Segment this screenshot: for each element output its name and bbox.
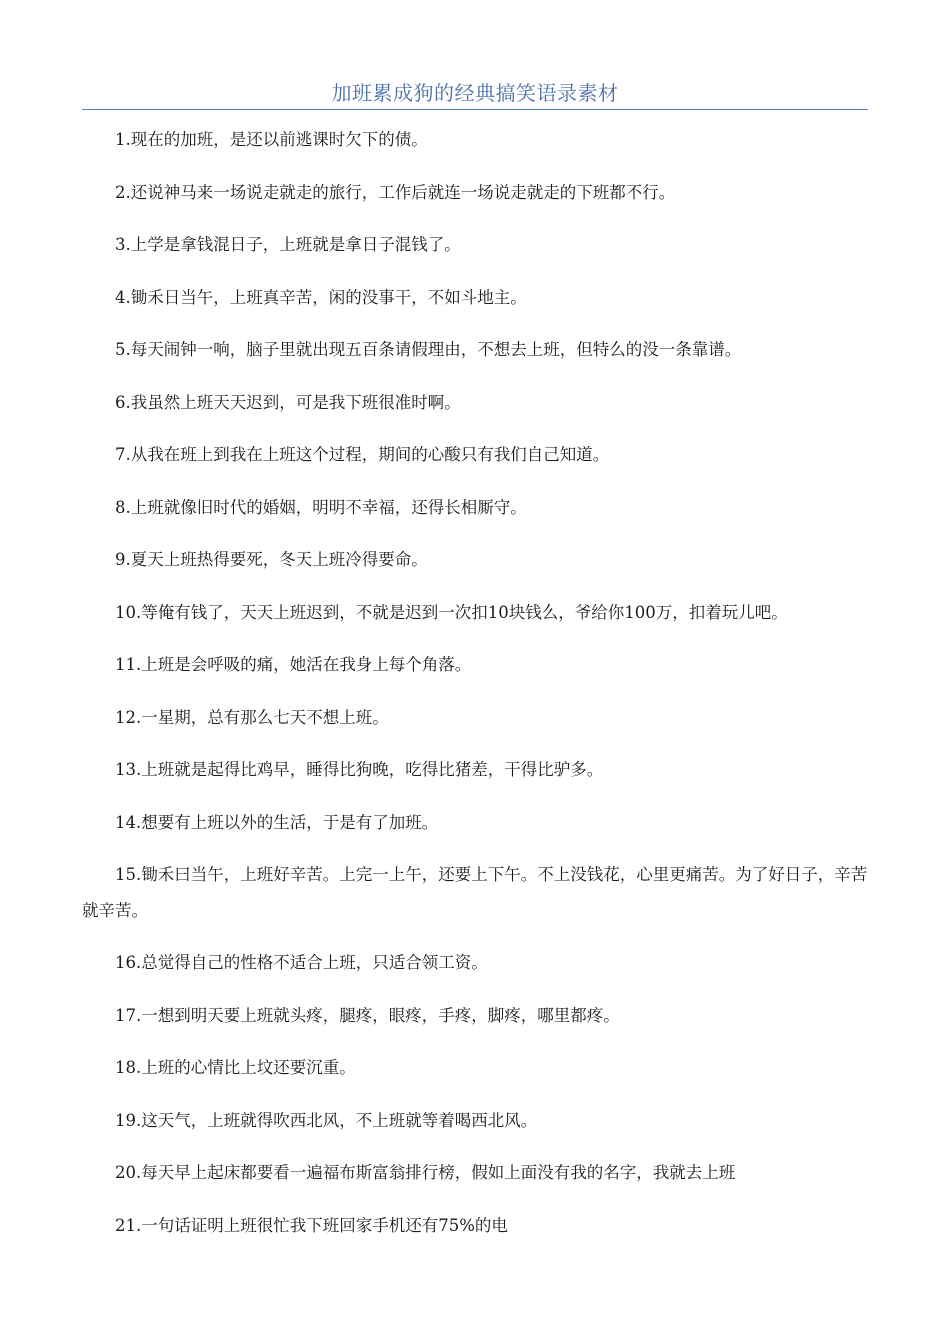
quote-paragraph-2: 2.还说神马来一场说走就走的旅行，工作后就连一场说走就走的下班都不行。 (115, 182, 676, 202)
quote-paragraph-17: 17.一想到明天要上班就头疼，腿疼，眼疼，手疼，脚疼，哪里都疼。 (115, 1005, 620, 1025)
quote-paragraph-8: 8.上班就像旧时代的婚姻，明明不幸福，还得长相厮守。 (115, 497, 527, 517)
quote-paragraph-9: 9.夏天上班热得要死，冬天上班冷得要命。 (115, 550, 428, 569)
quote-paragraph-21: 21.一句话证明上班很忙我下班回家手机还有75%的电 (115, 1215, 508, 1235)
quote-paragraph-3: 3.上学是拿钱混日子，上班就是拿日子混钱了。 (115, 235, 461, 254)
quote-paragraph-5: 5.每天闹钟一响，脑子里就出现五百条请假理由，不想去上班，但特么的没一条靠谱。 (115, 340, 742, 359)
quote-paragraph-18: 18.上班的心情比上坟还要沉重。 (115, 1058, 356, 1077)
document-body (82, 122, 868, 1260)
quote-paragraph-11: 11.上班是会呼吸的痛，她活在我身上每个角落。 (115, 655, 472, 674)
quote-paragraph-16: 16.总觉得自己的性格不适合上班，只适合领工资。 (115, 953, 488, 972)
quote-paragraph-10: 10.等俺有钱了，天天上班迟到，不就是迟到一次扣10块钱么，爷给你100万，扣着玩儿吧。 (115, 602, 788, 622)
quote-paragraph-14: 14.想要有上班以外的生活，于是有了加班。 (115, 812, 439, 832)
document-title: 加班累成狗的经典搞笑语录素材 (331, 81, 619, 105)
quote-paragraph-7: 7.从我在班上到我在上班这个过程，期间的心酸只有我们自己知道。 (115, 445, 610, 464)
quote-paragraph-4: 4.锄禾日当午，上班真辛苦，闲的没事干，不如斗地主。 (115, 287, 527, 307)
quote-paragraph-13: 13.上班就是起得比鸡早，睡得比狗晚，吃得比猪差，干得比驴多。 (115, 760, 604, 779)
quote-paragraph-20: 20.每天早上起床都要看一遍福布斯富翁排行榜，假如上面没有我的名字，我就去上班 (115, 1163, 736, 1182)
quote-paragraph-19: 19.这天气，上班就得吹西北风，不上班就等着喝西北风。 (115, 1110, 538, 1130)
quote-paragraph-1: 1.现在的加班，是还以前逃课时欠下的债。 (115, 130, 428, 149)
quote-paragraph-6: 6.我虽然上班天天迟到，可是我下班很准时啊。 (115, 392, 461, 412)
title-underline (82, 109, 868, 110)
quote-paragraph-15: 15.锄禾曰当午，上班好辛苦。上完一上午，还要上下午。不上没钱花，心里更痛苦。为了好日子，辛苦就辛苦。 (82, 865, 868, 920)
quote-paragraph-12: 12.一星期，总有那么七天不想上班。 (115, 707, 389, 727)
